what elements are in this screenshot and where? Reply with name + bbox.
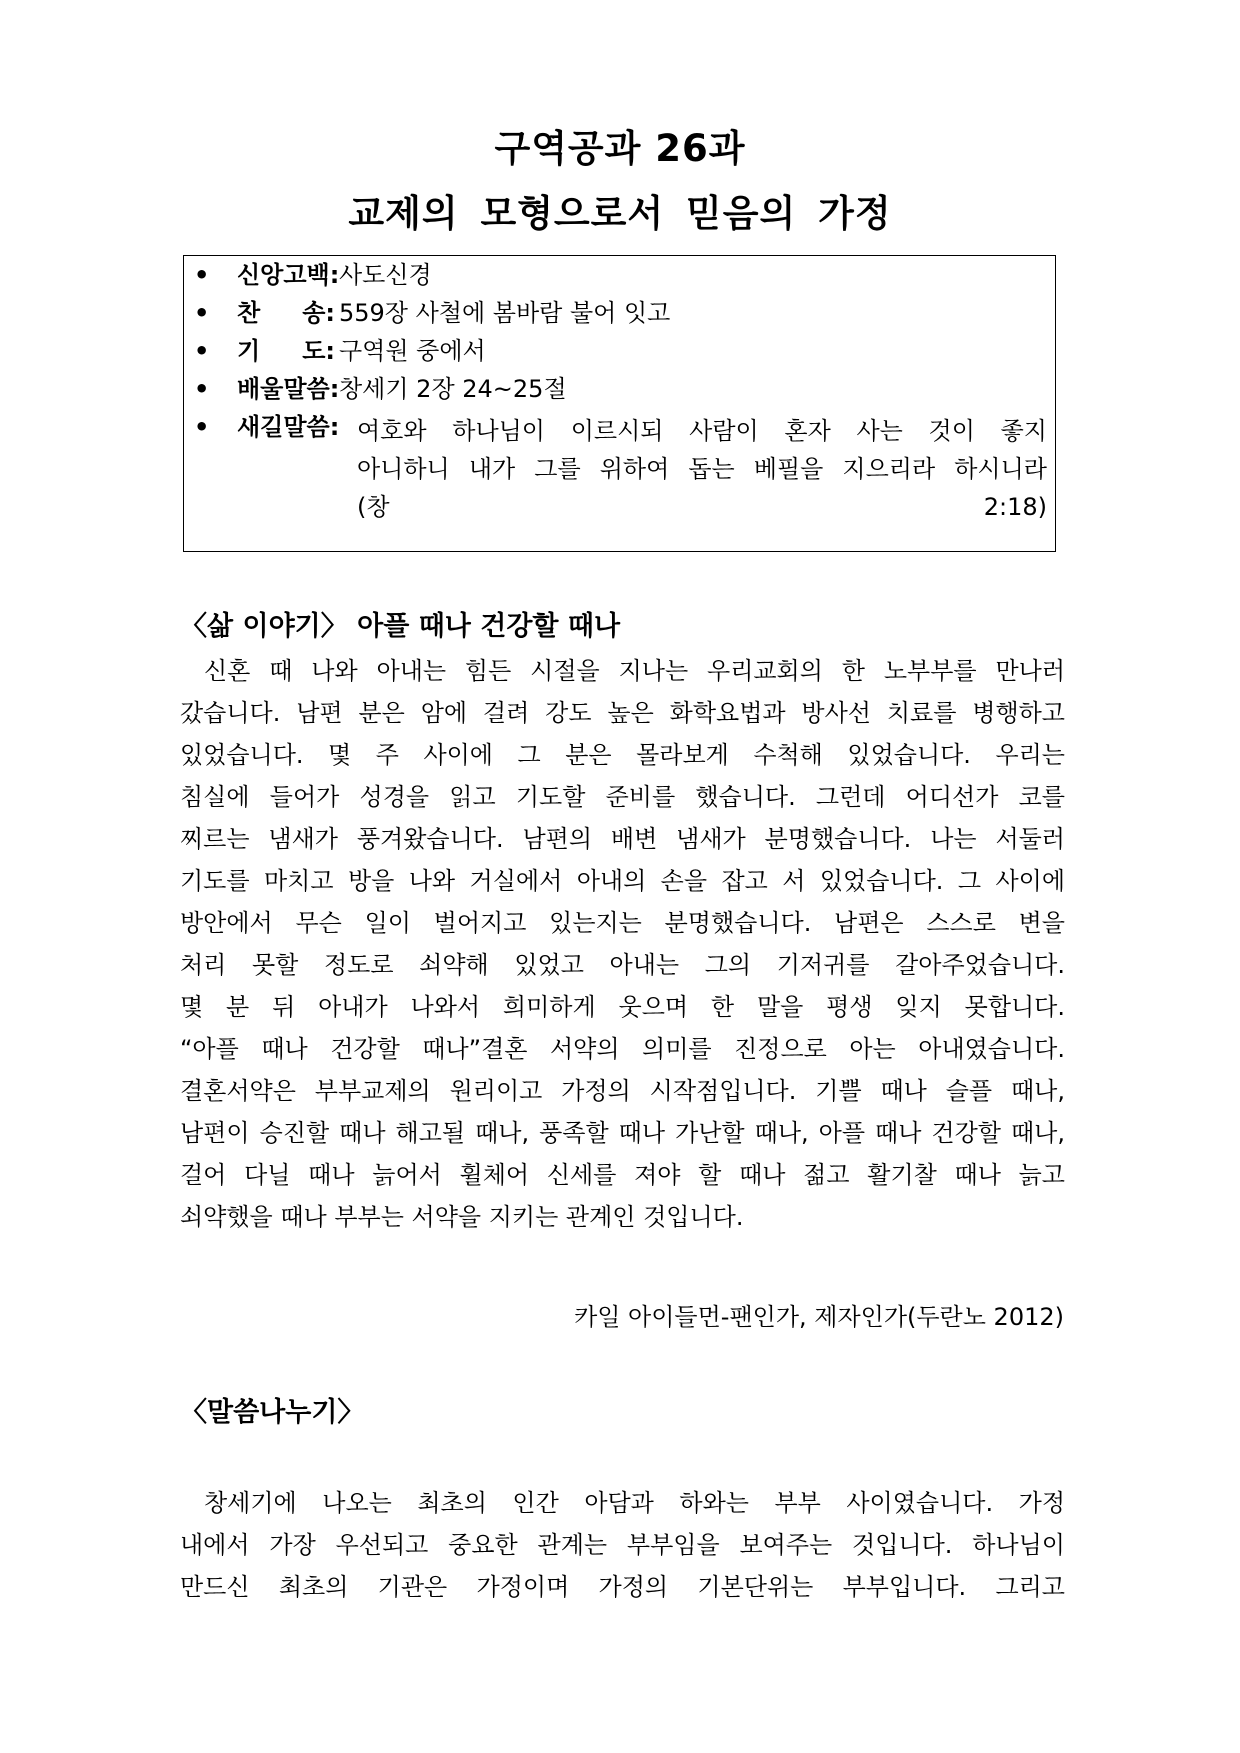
lesson-number-title: 구역공과 26과	[494, 127, 746, 170]
bullet-icon: •	[194, 375, 210, 403]
paragraph-line: 쇠약했을 때나 부부는 서약을 지키는 관계인 것입니다.	[180, 1203, 744, 1231]
confession-value: 사도신경	[339, 261, 432, 289]
worship-order-box	[183, 255, 1056, 552]
hymn-value: 559장 사철에 봄바람 불어 잇고	[339, 299, 671, 327]
paragraph-line: 만드신 최초의 기관은 가정이며 가정의 기본단위는 부부입니다. 그리고	[180, 1573, 1065, 1601]
prayer-label: 기 도:	[237, 337, 335, 365]
paragraph-line: 몇 분 뒤 아내가 나와서 희미하게 웃으며 한 말을 평생 잊지 못합니다.	[180, 993, 1065, 1021]
bullet-icon: •	[194, 299, 210, 327]
paragraph-line: 남편이 승진할 때나 해고될 때나, 풍족할 때나 가난할 때나, 아플 때나 건강할 때나,	[180, 1119, 1065, 1147]
memory-verse-line: 여호와 하나님이 이르시되 사람이 혼자 사는 것이 좋지	[357, 417, 1047, 445]
paragraph-line: 신혼 때 나와 아내는 힘든 시절을 지나는 우리교회의 한 노부부를 만나러	[204, 657, 1065, 685]
bullet-icon: •	[194, 337, 210, 365]
study-passage-label: 배울말씀:	[237, 375, 340, 403]
memory-verse-reference: (창 2:18)	[357, 493, 1047, 521]
paragraph-line: 처리 못할 정도로 쇠약해 있었고 아내는 그의 기저귀를 갈아주었습니다.	[180, 951, 1065, 979]
paragraph-line: 창세기에 나오는 최초의 인간 아담과 하와는 부부 사이였습니다. 가정	[204, 1489, 1065, 1517]
paragraph-line: 침실에 들어가 성경을 읽고 기도할 준비를 했습니다. 그런데 어디선가 코를	[180, 783, 1065, 811]
memory-verse-line: 아니하니 내가 그를 위하여 돕는 베필을 지으리라 하시니라	[357, 455, 1047, 483]
paragraph-line: 있었습니다. 몇 주 사이에 그 분은 몰라보게 수척해 있었습니다. 우리는	[180, 741, 1065, 769]
word-sharing-heading: 〈말씀나누기〉	[180, 1397, 365, 1428]
prayer-value: 구역원 중에서	[339, 337, 486, 365]
bullet-icon: •	[194, 413, 210, 441]
paragraph-line: 결혼서약은 부부교제의 원리이고 가정의 시작점입니다. 기쁠 때나 슬플 때나,	[180, 1077, 1065, 1105]
memory-verse-label: 새길말씀:	[237, 413, 340, 441]
paragraph-line: 찌르는 냄새가 풍겨왔습니다. 남편의 배변 냄새가 분명했습니다. 나는 서둘러	[180, 825, 1065, 853]
bullet-icon: •	[194, 261, 210, 289]
word-sharing-paragraph	[180, 1482, 1065, 1608]
book-citation: 카일 아이들먼-팬인가, 제자인가(두란노 2012)	[574, 1303, 1064, 1331]
paragraph-line: 내에서 가장 우선되고 중요한 관계는 부부임을 보여주는 것입니다. 하나님이	[180, 1531, 1065, 1559]
hymn-label: 찬 송:	[237, 299, 335, 327]
paragraph-line: 갔습니다. 남편 분은 암에 걸려 강도 높은 화학요법과 방사선 치료를 병행하고	[180, 699, 1065, 727]
paragraph-line: 기도를 마치고 방을 나와 거실에서 아내의 손을 잡고 서 있었습니다. 그 사이에	[180, 867, 1065, 895]
life-story-paragraph	[180, 650, 1065, 1238]
life-story-heading: 〈삶 이야기〉 아플 때나 건강할 때나	[180, 611, 621, 642]
paragraph-line: 방안에서 무슨 일이 벌어지고 있는지는 분명했습니다. 남편은 스스로 변을	[180, 909, 1065, 937]
confession-label: 신앙고백:	[237, 261, 340, 289]
paragraph-line: 걸어 다닐 때나 늙어서 휠체어 신세를 져야 할 때나 젊고 활기찰 때나 늙고	[180, 1161, 1065, 1189]
lesson-main-title: 교제의 모형으로서 믿음의 가정	[348, 192, 892, 235]
memory-verse-text	[357, 412, 1047, 526]
paragraph-line: “아플 때나 건강할 때나”결혼 서약의 의미를 진정으로 아는 아내였습니다.	[180, 1035, 1065, 1063]
study-passage-value: 창세기 2장 24~25절	[339, 375, 567, 403]
